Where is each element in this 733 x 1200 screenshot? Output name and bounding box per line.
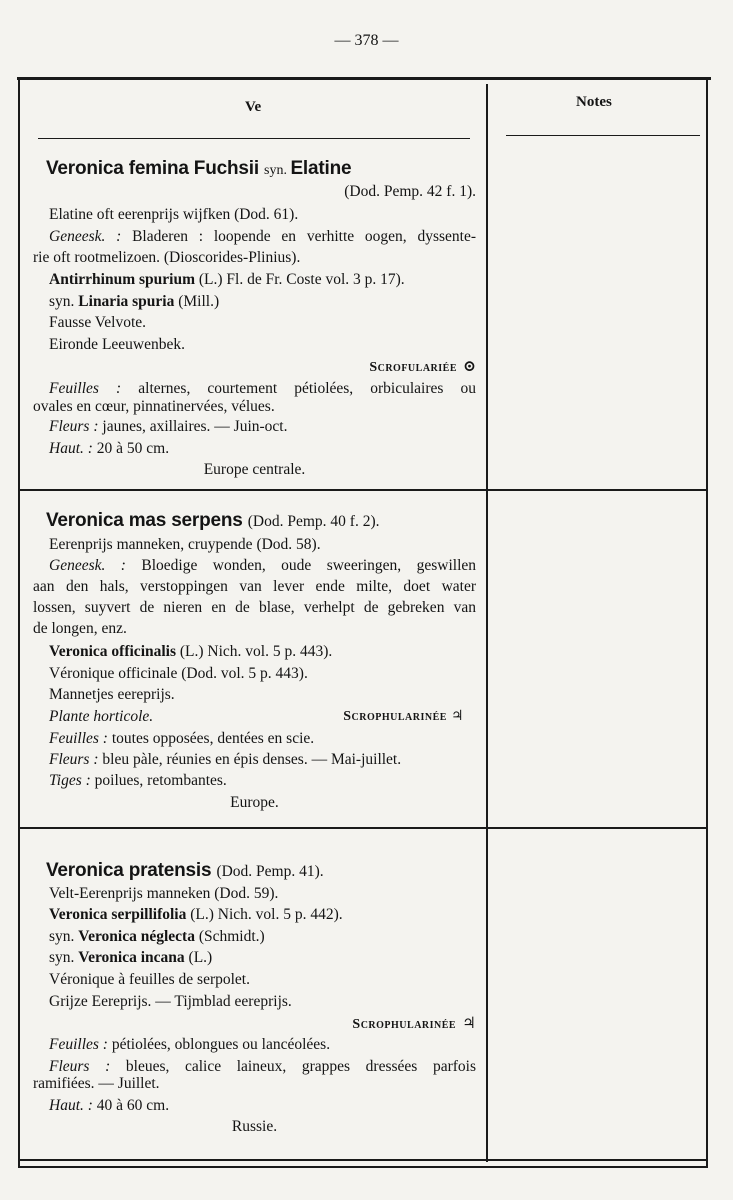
text-segment: Elatine oft eerenprijs wijfken (Dod. 61). [49, 206, 299, 223]
text-segment: pétiolées, oblongues ou lancéolées. [111, 1036, 331, 1053]
text-segment: Veronica serpillifolia [49, 906, 187, 923]
lifecycle-symbol-icon: ⊙ [463, 358, 476, 375]
text-line [49, 379, 476, 399]
lifecycle-symbol-icon: ♃ [462, 1015, 476, 1032]
family-name: Scrophularinée ♃ [343, 709, 464, 724]
text-line [49, 905, 343, 925]
text-line [49, 927, 265, 947]
text-segment: syn. [264, 163, 291, 178]
text-line [344, 182, 476, 202]
section-divider [20, 827, 707, 829]
text-segment: (Schmidt.) [194, 928, 265, 945]
text-segment: (Mill.) [174, 293, 220, 310]
text-line [49, 227, 476, 247]
text-segment: Mannetjes eereprijs. [49, 686, 175, 703]
text-line [49, 556, 476, 576]
text-segment: Fleurs : [49, 418, 103, 435]
text-segment: Haut. : [49, 1097, 97, 1114]
text-segment: (Dod. Pemp. 41). [216, 863, 324, 880]
text-line [49, 535, 321, 555]
text-segment: Veronica mas serpens [46, 510, 248, 531]
text-segment: (Dod. Pemp. 42 f. 1). [344, 183, 476, 200]
text-segment: Véronique à feuilles de serpolet. [49, 971, 250, 988]
text-segment: Europe centrale. [203, 461, 306, 478]
text-segment: poilues, retombantes. [94, 772, 227, 789]
table-bottom-border [18, 1166, 708, 1168]
text-segment: Fausse Velvote. [49, 314, 147, 331]
text-segment: Geneesk. : [49, 228, 133, 245]
text-line [49, 685, 175, 705]
text-line [33, 248, 300, 268]
text-segment: Véronique officinale (Dod. vol. 5 p. 443). [49, 665, 308, 682]
family-name: Scrofulariée [369, 360, 457, 375]
text-segment: Fleurs : [49, 751, 103, 768]
text-segment: toutes opposées, dentées en scie. [111, 730, 315, 747]
column-header-main: Ve [245, 99, 262, 115]
table-bottom-border [18, 1159, 708, 1161]
text-segment: Eerenprijs manneken, cruypende (Dod. 58). [49, 536, 321, 553]
text-line [49, 313, 146, 333]
column-header-notes: Notes [576, 94, 612, 110]
text-segment: Veronica pratensis [46, 860, 217, 881]
text-line [49, 729, 314, 749]
text-line [49, 707, 464, 727]
text-segment: Tiges : [49, 772, 95, 789]
text-line [33, 619, 127, 639]
text-segment: Plante horticole. [49, 708, 154, 725]
text-segment: Linaria spuria [78, 293, 175, 310]
text-line [49, 1096, 169, 1116]
text-segment: Velt-Eerenprijs manneken (Dod. 59). [49, 885, 279, 902]
text-segment: Feuilles : [49, 1036, 112, 1053]
text-segment: (L.) Nich. vol. 5 p. 442). [186, 906, 343, 923]
text-line [33, 1074, 160, 1094]
text-line [33, 598, 476, 618]
text-line [49, 948, 212, 968]
text-line [33, 793, 476, 813]
text-segment: Russie. [231, 1118, 278, 1135]
text-segment: syn. [49, 293, 79, 310]
text-segment: rie oft rootmelizoen. (Dioscorides-Plinius). [33, 249, 301, 266]
text-line [369, 357, 476, 378]
text-line [49, 417, 287, 437]
text-segment: Veronica officinalis [49, 643, 177, 660]
text-line [49, 439, 169, 459]
text-segment: Feuilles : [49, 730, 112, 747]
text-segment: Feuilles : [49, 380, 139, 397]
text-segment: Grijze Eereprijs. — Tijmblad eereprijs. [49, 993, 292, 1010]
header-underline-main [38, 138, 470, 139]
text-line [352, 1014, 476, 1035]
text-line [49, 750, 401, 770]
text-line [49, 205, 298, 225]
text-line [33, 1117, 476, 1137]
entry-title [46, 861, 324, 882]
text-segment: bleues, calice laineux, grappes dressées parfois [125, 1058, 476, 1075]
text-segment: Fleurs : [49, 1058, 126, 1075]
text-segment: Europe. [230, 794, 279, 811]
text-line [33, 577, 476, 597]
table-left-border [18, 78, 20, 1168]
text-line [49, 642, 332, 662]
page-number: — 378 — [334, 32, 399, 49]
text-line [49, 884, 278, 904]
text-segment: aan den hals, verstoppingen van lever ende milte, doet water [33, 578, 476, 595]
text-segment: Antirrhinum spurium [49, 271, 195, 288]
header-underline-notes [506, 135, 700, 136]
text-segment: syn. [49, 928, 79, 945]
text-line [33, 397, 275, 417]
text-segment: ramifiées. — Juillet. [33, 1075, 160, 1092]
text-segment: (L.) Nich. vol. 5 p. 443). [176, 643, 333, 660]
entry-title [46, 511, 380, 532]
text-segment: ovales en cœur, pinnatinervées, vélues. [33, 398, 275, 415]
text-segment: 40 à 60 cm. [96, 1097, 170, 1114]
text-segment: Haut. : [49, 440, 97, 457]
section-divider [20, 489, 707, 491]
text-line [49, 335, 185, 355]
text-segment: bleu pàle, réunies en épis denses. — Mai-juillet. [102, 751, 402, 768]
entry-title [46, 159, 351, 181]
text-segment: Bloedige wonden, oude sweeringen, geswillen [141, 557, 476, 574]
text-segment: (L.) [184, 949, 213, 966]
text-segment: jaunes, axillaires. — Juin-oct. [102, 418, 288, 435]
text-segment: alternes, courtement pétiolées, orbiculaires ou [138, 380, 477, 397]
text-line [49, 270, 405, 290]
text-segment: lossen, suyvert de nieren en de blase, verhelpt de gebreken van [33, 599, 476, 616]
text-segment: Veronica femina Fuchsii [46, 158, 264, 179]
text-segment: 20 à 50 cm. [96, 440, 170, 457]
text-line [33, 460, 476, 480]
family-name: Scrophularinée [352, 1017, 457, 1032]
text-line [49, 1035, 330, 1055]
text-segment: de longen, enz. [33, 620, 127, 637]
text-segment: Bladeren : loopende en verhitte oogen, dyssente- [132, 228, 476, 245]
table-right-border [706, 78, 708, 1168]
text-segment: Veronica néglecta [78, 928, 195, 945]
text-segment: Veronica incana [78, 949, 185, 966]
text-segment: (L.) Fl. de Fr. Coste vol. 3 p. 17). [195, 271, 405, 288]
text-line [49, 292, 219, 312]
text-line [49, 771, 227, 791]
text-line [49, 992, 292, 1012]
table-top-border [17, 77, 711, 80]
text-segment: syn. [49, 949, 79, 966]
column-divider [486, 84, 488, 1162]
text-segment: Geneesk. : [49, 557, 142, 574]
text-segment: Eironde Leeuwenbek. [49, 336, 185, 353]
text-segment: (Dod. Pemp. 40 f. 2). [247, 513, 380, 530]
text-segment: Elatine [290, 158, 352, 179]
text-line [49, 970, 250, 990]
text-line [49, 664, 308, 684]
